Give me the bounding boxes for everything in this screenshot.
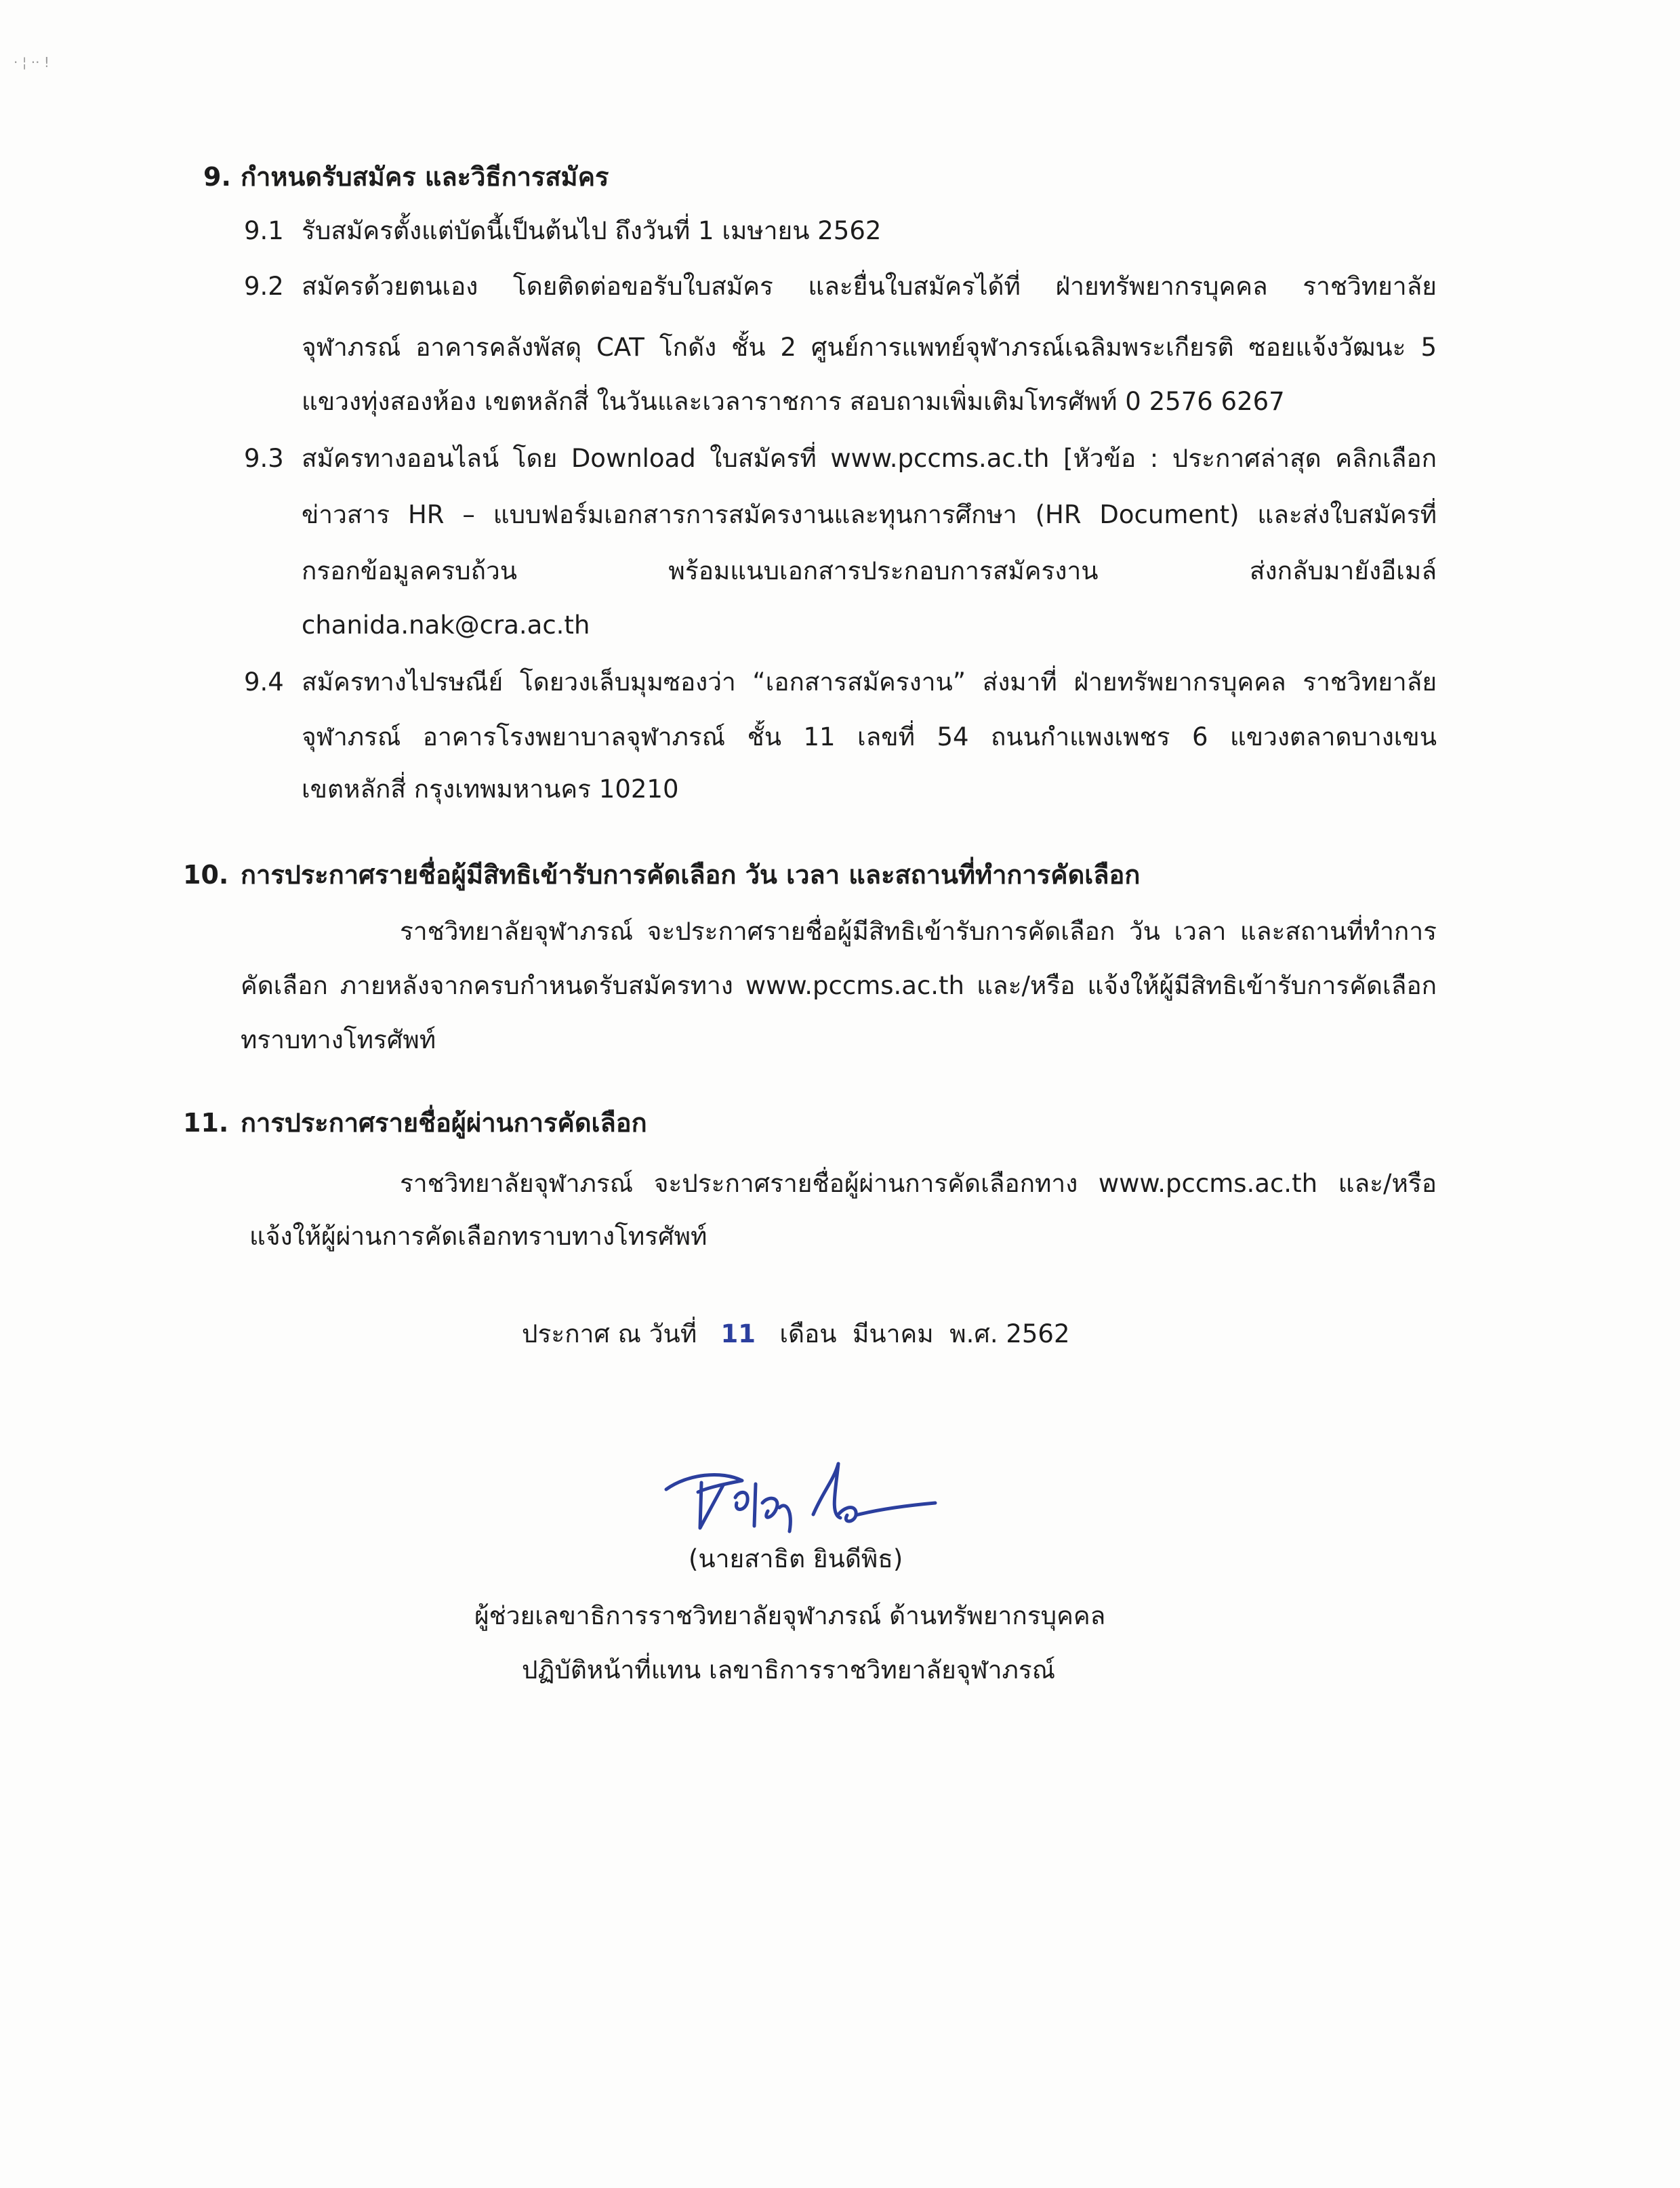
announcement-year: พ.ศ. 2562: [949, 1319, 1070, 1348]
handwritten-day: 11: [720, 1319, 756, 1348]
section-11-line-2: แจ้งให้ผู้ผ่านการคัดเลือกทราบทางโทรศัพท์: [249, 1222, 708, 1251]
section-11-line-1: ราชวิทยาลัยจุฬาภรณ์ จะประกาศรายชื่อผู้ผ่านการคัดเลือกทาง www.pccms.ac.th และ/หรือ: [400, 1169, 1437, 1198]
announcement-prefix: ประกาศ ณ วันที่: [522, 1319, 697, 1348]
item-9-4-line-3: เขตหลักสี่ กรุงเทพมหานคร 10210: [302, 775, 679, 804]
item-9-3-line-1: สมัครทางออนไลน์ โดย Download ใบสมัครที่ www.pccms.ac.th [หัวข้อ : ประกาศล่าสุด คลิกเลือก: [302, 444, 1437, 473]
item-9-4-line-2: จุฬาภรณ์ อาคารโรงพยาบาลจุฬาภรณ์ ชั้น 11 เลขที่ 54 ถนนกำแพงเพชร 6 แขวงตลาดบางเขน: [302, 722, 1437, 751]
item-9-2-line-3: แขวงทุ่งสองห้อง เขตหลักสี่ ในวันและเวลาราชการ สอบถามเพิ่มเติมโทรศัพท์ 0 2576 6267: [302, 387, 1285, 416]
signatory-position-1: ผู้ช่วยเลขาธิการราชวิทยาลัยจุฬาภรณ์ ด้านทรัพยากรบุคคล: [474, 1601, 1106, 1630]
item-9-3-line-3: กรอกข้อมูลครบถ้วน พร้อมแนบเอกสารประกอบการสมัครงาน ส่งกลับมายังอีเมล์: [302, 556, 1437, 585]
signatory-position-2: ปฏิบัติหน้าที่แทน เลขาธิการราชวิทยาลัยจุฬาภรณ์: [522, 1655, 1056, 1685]
item-9-1-line-1: รับสมัครตั้งแต่บัดนี้เป็นต้นไป ถึงวันที่ 1 เมษายน 2562: [302, 216, 882, 245]
item-9-2-line-2: จุฬาภรณ์ อาคารคลังพัสดุ CAT โกดัง ชั้น 2 ศูนย์การแพทย์จุฬาภรณ์เฉลิมพระเกียรติ ซอยแจ้งวัฒนะ 5: [302, 333, 1437, 362]
item-9-4-number: 9.4: [244, 667, 284, 697]
scan-specks: · ¦ ·· !: [14, 54, 49, 70]
signatory-name: (นายสาธิต ยินดีพิธ): [689, 1544, 903, 1573]
announcement-month-label: เดือน: [779, 1319, 837, 1348]
handwritten-signature: [661, 1450, 945, 1545]
item-9-2-number: 9.2: [244, 272, 284, 301]
item-9-3-line-2: ข่าวสาร HR – แบบฟอร์มเอกสารการสมัครงานและทุนการศึกษา (HR Document) และส่งใบสมัครที่: [302, 500, 1437, 529]
announcement-month: มีนาคม: [853, 1319, 934, 1348]
section-10-number: 10.: [183, 860, 229, 890]
section-10-line-1: ราชวิทยาลัยจุฬาภรณ์ จะประกาศรายชื่อผู้มีสิทธิเข้ารับการคัดเลือก วัน เวลา และสถานที่ทำการ: [400, 917, 1437, 946]
section-10-line-2: คัดเลือก ภายหลังจากครบกำหนดรับสมัครทาง www.pccms.ac.th และ/หรือ แจ้งให้ผู้มีสิทธิเข้ารับการคัดเลือก: [241, 971, 1437, 1000]
announcement-date: [522, 1317, 1070, 1351]
section-10-line-3: ทราบทางโทรศัพท์: [241, 1025, 436, 1054]
section-10-heading: การประกาศรายชื่อผู้มีสิทธิเข้ารับการคัดเลือก วัน เวลา และสถานที่ทำการคัดเลือก: [241, 860, 1141, 890]
item-9-3-line-4: chanida.nak@cra.ac.th: [302, 611, 590, 640]
section-11-number: 11.: [183, 1108, 229, 1138]
section-9-number: 9.: [203, 162, 231, 192]
item-9-1-number: 9.1: [244, 216, 284, 245]
section-9-heading: กำหนดรับสมัคร และวิธีการสมัคร: [241, 162, 609, 192]
item-9-4-line-1: สมัครทางไปรษณีย์ โดยวงเล็บมุมซองว่า “เอกสารสมัครงาน” ส่งมาที่ ฝ่ายทรัพยากรบุคคล ราชวิทยาลัย: [302, 667, 1437, 697]
section-11-heading: การประกาศรายชื่อผู้ผ่านการคัดเลือก: [241, 1108, 647, 1138]
item-9-2-line-1: สมัครด้วยตนเอง โดยติดต่อขอรับใบสมัคร และยื่นใบสมัครได้ที่ ฝ่ายทรัพยากรบุคคล ราชวิทยาลัย: [302, 272, 1437, 301]
item-9-3-number: 9.3: [244, 444, 284, 473]
